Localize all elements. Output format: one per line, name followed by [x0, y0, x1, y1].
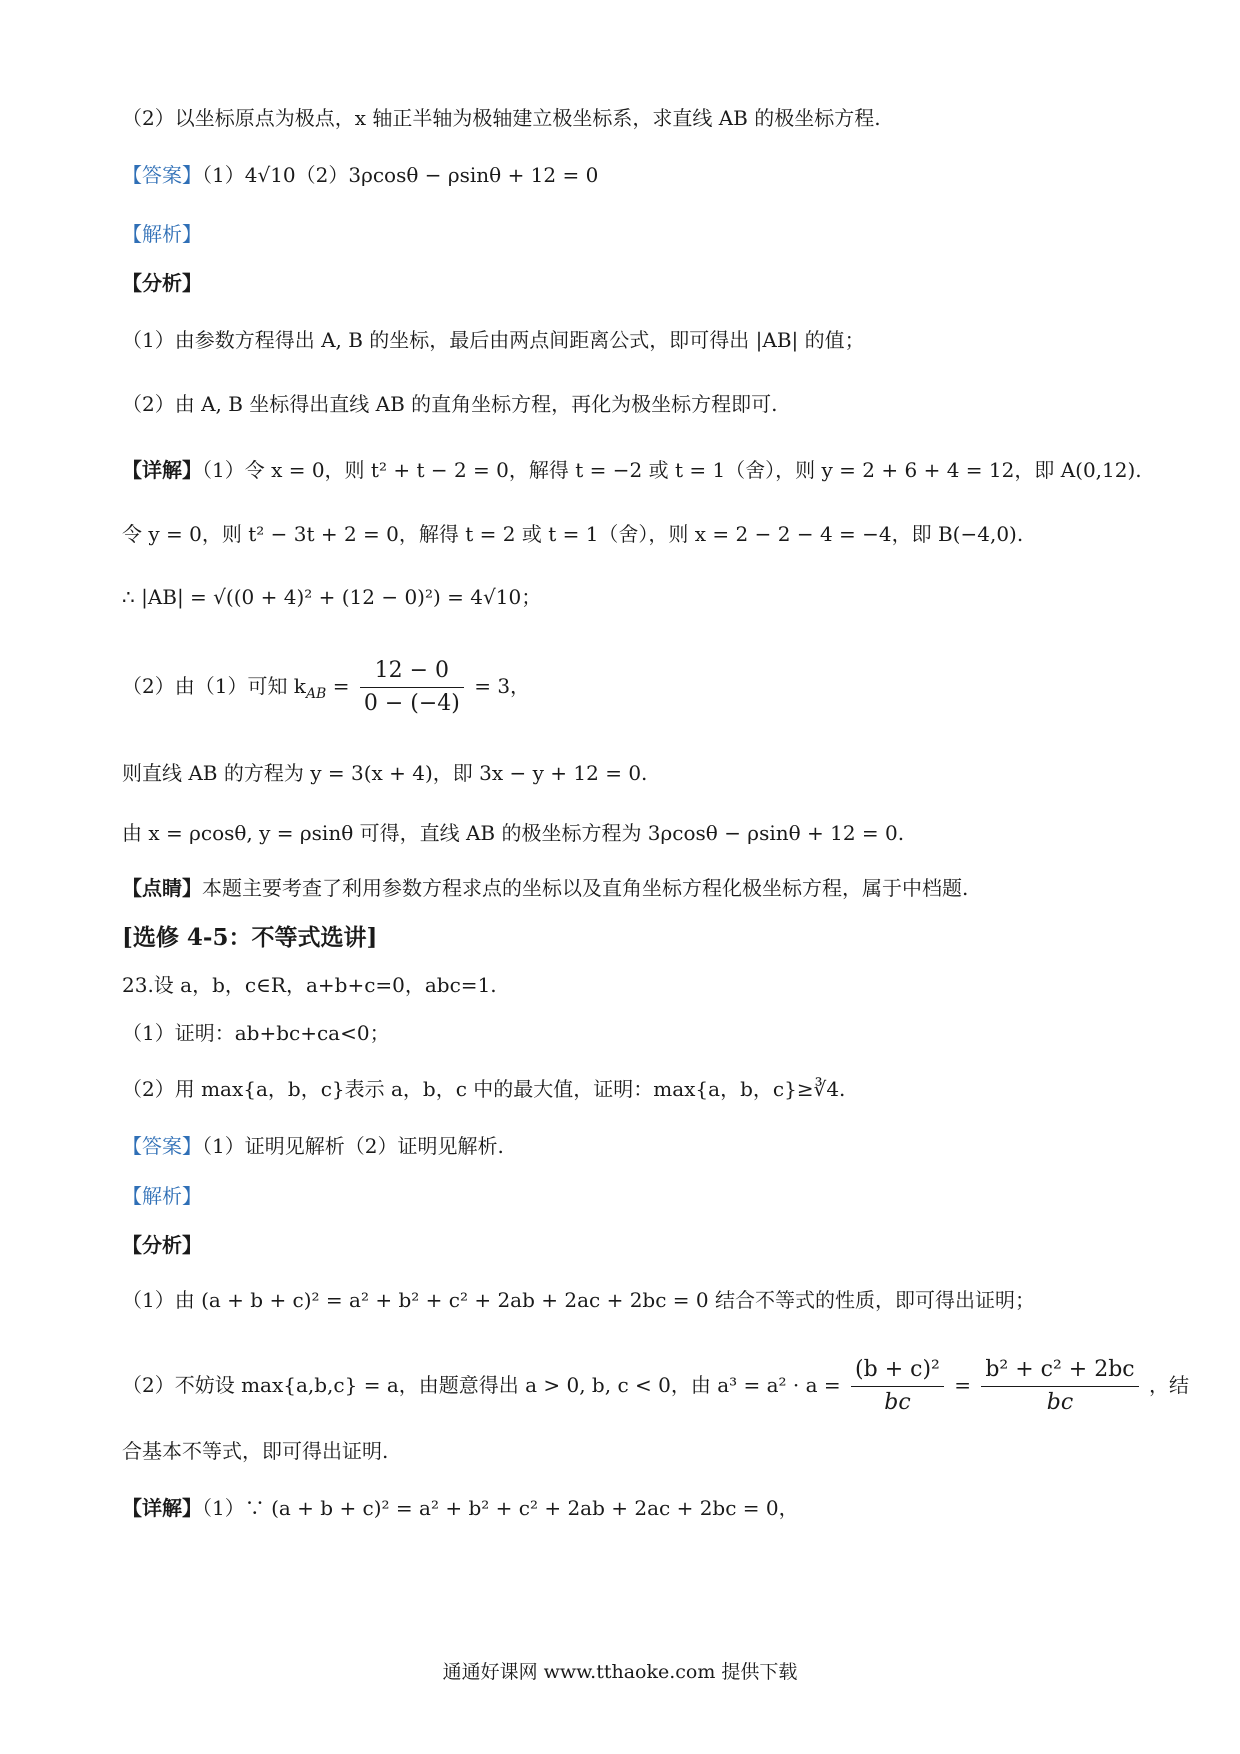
line-text: 则直线 AB 的方程为 y = 3(x + 4)，即 3x − y + 12 = 0.: [122, 761, 648, 785]
line-text: 由 x = ρcosθ, y = ρsinθ 可得，直线 AB 的极坐标方程为 3ρcosθ − ρsinθ + 12 = 0.: [122, 821, 905, 845]
section-tag: 【答案】: [122, 163, 202, 187]
max-fraction-1-numerator: (b + c)²: [851, 1354, 944, 1387]
max-fraction-2-denominator: bc: [1046, 1390, 1074, 1415]
text-line: [122, 1074, 1120, 1104]
section-tag: 【答案】: [122, 1134, 202, 1158]
text-line: [122, 1285, 1120, 1315]
bold-label: 【点睛】: [122, 876, 202, 900]
line-text: 令 y = 0，则 t² − 3t + 2 = 0，解得 t = 2 或 t = 1（舍），则 x = 2 − 2 − 4 = −4，即 B(−4,0).: [122, 522, 1024, 546]
line-text: （1）∵ (a + b + c)² = a² + b² + c² + 2ab + 2ac + 2bc = 0，: [202, 1496, 799, 1520]
max-fraction-1-denominator: bc: [884, 1390, 911, 1415]
footer-credit: 通通好课网 www.tthaoke.com 提供下载: [442, 1661, 798, 1683]
text-line: [122, 1436, 1120, 1466]
text-line: [122, 519, 1120, 549]
line-text: （2）用 max{a，b，c}表示 a，b，c 中的最大值，证明：max{a，b，c}≥∛4.: [122, 1077, 846, 1101]
bold-label: 【分析】: [122, 271, 202, 295]
max-fraction-2-numerator: b² + c² + 2bc: [981, 1354, 1138, 1387]
slope-fraction: [360, 655, 464, 720]
max-proof-line: [122, 1354, 1189, 1419]
line-text: （1）证明见解析（2）证明见解析.: [202, 1134, 504, 1158]
bold-label: 【分析】: [122, 1233, 202, 1257]
section-tag: 【解析】: [122, 222, 202, 246]
text-line: [122, 923, 1120, 953]
text-line: [122, 970, 1120, 1000]
max-suffix: ，结: [1148, 1373, 1189, 1397]
slope-prefix: （2）由（1）可知 k: [122, 674, 306, 698]
bold-label: 【详解】: [122, 458, 202, 482]
bold-label: 【详解】: [122, 1496, 202, 1520]
line-text: （1）令 x = 0，则 t² + t − 2 = 0，解得 t = −2 或 t = 1（舍），则 y = 2 + 6 + 4 = 12，即 A(0,12).: [202, 458, 1142, 482]
line-text: （1）由 (a + b + c)² = a² + b² + c² + 2ab + 2ac + 2bc = 0 结合不等式的性质，即可得出证明；: [122, 1288, 1035, 1312]
slope-equals: =: [326, 674, 350, 698]
line-text: 23.设 a，b，c∈R，a+b+c=0，abc=1.: [122, 973, 497, 997]
line-text: （2）以坐标原点为极点，x 轴正半轴为极轴建立极坐标系，求直线 AB 的极坐标方程.: [122, 106, 881, 130]
text-line: [122, 1131, 1120, 1161]
line-text: （2）由 A, B 坐标得出直线 AB 的直角坐标方程，再化为极坐标方程即可.: [122, 392, 778, 416]
slope-denominator: 0 − (−4): [363, 691, 460, 716]
section-tag: 【解析】: [122, 1184, 202, 1208]
text-line: [122, 455, 1142, 485]
text-line: [122, 818, 1120, 848]
text-line: [122, 325, 1120, 355]
text-line: [122, 758, 1120, 788]
line-text: （1）4√10（2）3ρcosθ − ρsinθ + 12 = 0: [202, 163, 599, 187]
text-line: [122, 389, 1120, 419]
text-line: [122, 1018, 1120, 1048]
line-text: （1）由参数方程得出 A, B 的坐标，最后由两点间距离公式，即可得出 |AB| 的值；: [122, 328, 865, 352]
text-line: [122, 582, 1120, 612]
text-line: [122, 219, 1120, 249]
text-line: [122, 103, 1120, 133]
slope-formula-line: [122, 655, 1120, 720]
max-fraction-2: [981, 1354, 1138, 1419]
line-text: ∴ |AB| = √((0 + 4)² + (12 − 0)²) = 4√10；: [122, 585, 542, 609]
text-line: [122, 1493, 1120, 1523]
text-line: [122, 160, 1120, 190]
text-line: [122, 873, 1120, 903]
line-text: 合基本不等式，即可得出证明.: [122, 1439, 389, 1463]
text-line: [122, 1181, 1120, 1211]
section-heading: [选修 4-5：不等式选讲]: [122, 924, 378, 951]
max-prefix: （2）不妨设 max{a,b,c} = a，由题意得出 a > 0, b, c < 0，由 a³ = a² · a =: [122, 1373, 841, 1397]
line-text: （1）证明：ab+bc+ca<0；: [122, 1021, 390, 1045]
slope-suffix: = 3，: [474, 674, 531, 698]
slope-numerator: 12 − 0: [360, 655, 464, 688]
text-line: [122, 1230, 1120, 1260]
slope-subscript: AB: [305, 686, 327, 702]
line-text: 本题主要考查了利用参数方程求点的坐标以及直角坐标方程化极坐标方程，属于中档题.: [202, 876, 969, 900]
text-line: [122, 268, 1120, 298]
max-equals: =: [954, 1373, 971, 1397]
max-fraction-1: [851, 1354, 944, 1419]
